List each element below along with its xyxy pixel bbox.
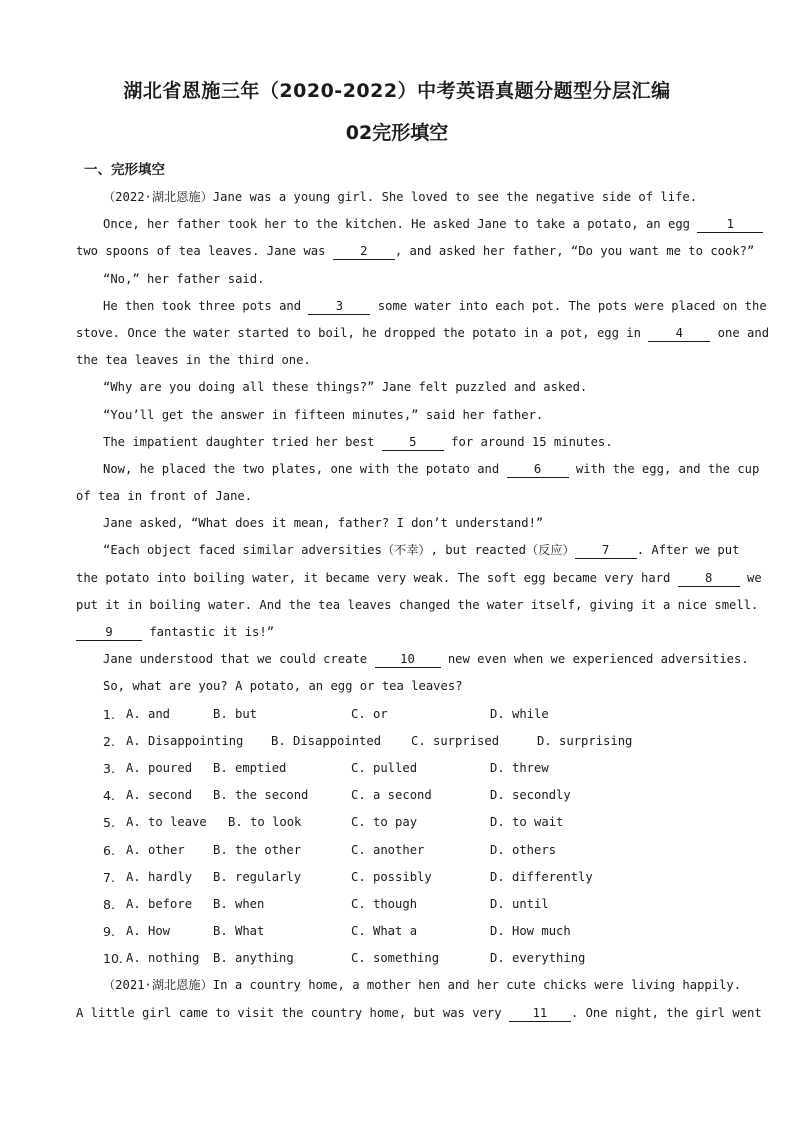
option-a[interactable]: A. poured (126, 760, 193, 775)
option-d[interactable]: D. until (490, 896, 549, 911)
option-d[interactable]: D. threw (490, 760, 549, 775)
blank-1: 1 (697, 216, 763, 233)
question-7: 7. A. hardly B. regularly C. possibly D. differently (76, 864, 720, 891)
document-title: 湖北省恩施三年（2020-2022）中考英语真题分题型分层汇编 (123, 80, 671, 102)
option-c[interactable]: C. surprised (411, 733, 500, 748)
blank-3: 3 (308, 298, 370, 315)
passage-line: the tea leaves in the third one. (76, 353, 311, 368)
blank-7: 7 (575, 542, 637, 559)
question-9: 9. A. How B. What C. What a D. How much (76, 918, 720, 945)
passage-line: put it in boiling water. And the tea leaves changed the water itself, giving it a nice smell. (76, 597, 759, 612)
option-d[interactable]: D. while (490, 706, 549, 721)
question-2: 2. A. Disappointing B. Disappointed C. surprised D. surprising (76, 728, 720, 755)
option-b[interactable]: B. the second (213, 788, 309, 803)
option-c[interactable]: C. another (351, 842, 425, 857)
option-a[interactable]: A. other (126, 842, 185, 857)
option-d[interactable]: D. others (490, 842, 557, 857)
passage-line: stove. Once the water started to boil, he dropped the potato in a pot, egg in 4 one and (76, 325, 770, 340)
passage-line: Now, he placed the two plates, one with the potato and 6 with the egg, and the cup (103, 461, 760, 476)
passage-body (76, 184, 770, 1027)
passage-line: （2022·湖北恩施）Jane was a young girl. She loved to see the negative side of life. (103, 190, 698, 204)
option-b[interactable]: B. anything (213, 951, 294, 966)
question-5: 5. A. to leave B. to look C. to pay D. to wait (76, 809, 720, 836)
option-a[interactable]: A. to leave (126, 815, 207, 830)
option-a[interactable]: A. How (126, 924, 171, 939)
option-d[interactable]: D. surprising (537, 733, 633, 748)
passage-line: 9 fantastic it is!” (76, 619, 720, 646)
option-b[interactable]: B. the other (213, 842, 302, 857)
passage-line: “No,” her father said. (103, 271, 265, 286)
blank-5: 5 (382, 434, 444, 451)
option-b[interactable]: B. when (213, 896, 265, 911)
passage-line: So, what are you? A potato, an egg or tea leaves? (103, 679, 463, 694)
option-c[interactable]: C. something (351, 951, 440, 966)
blank-10: 10 (375, 651, 441, 668)
option-b[interactable]: B. emptied (213, 760, 287, 775)
passage-line: “You’ll get the answer in fifteen minutes,” said her father. (103, 407, 544, 422)
passage-line: The impatient daughter tried her best 5 for around 15 minutes. (103, 434, 613, 449)
passage-line: of tea in front of Jane. (76, 489, 253, 504)
blank-4: 4 (648, 325, 710, 342)
option-d[interactable]: D. everything (490, 951, 586, 966)
section-heading: 一、完形填空 (84, 162, 165, 178)
option-c[interactable]: C. though (351, 896, 418, 911)
option-b[interactable]: B. Disappointed (271, 733, 382, 748)
passage-line: Jane asked, “What does it mean, father? I don’t understand!” (103, 516, 544, 531)
option-d[interactable]: D. to wait (490, 815, 564, 830)
option-c[interactable]: C. a second (351, 788, 432, 803)
passage-line: Jane understood that we could create 10 new even when we experienced adversities. (103, 652, 749, 667)
blank-11: 11 (509, 1005, 571, 1022)
question-6: 6. A. other B. the other C. another D. others (76, 837, 720, 864)
option-c[interactable]: C. possibly (351, 869, 432, 884)
question-1: 1. A. and B. but C. or D. while (76, 701, 720, 728)
option-d[interactable]: D. How much (490, 924, 571, 939)
option-c[interactable]: C. pulled (351, 760, 418, 775)
passage-line: the potato into boiling water, it became very weak. The soft egg became very hard 8 we (76, 570, 762, 585)
option-c[interactable]: C. to pay (351, 815, 418, 830)
option-d[interactable]: D. differently (490, 869, 593, 884)
question-10: 10. A. nothing B. anything C. something D. everything (76, 945, 720, 972)
option-a[interactable]: A. Disappointing (126, 733, 244, 748)
option-c[interactable]: C. What a (351, 924, 418, 939)
passage-line: “Why are you doing all these things?” Jane felt puzzled and asked. (103, 380, 588, 395)
option-a[interactable]: A. second (126, 788, 193, 803)
blank-2: 2 (333, 243, 395, 260)
option-b[interactable]: B. to look (228, 815, 302, 830)
option-a[interactable]: A. hardly (126, 869, 193, 884)
option-a[interactable]: A. and (126, 706, 171, 721)
blank-8: 8 (678, 570, 740, 587)
option-b[interactable]: B. regularly (213, 869, 302, 884)
blank-9: 9 (76, 624, 142, 641)
question-8: 8. A. before B. when C. though D. until (76, 891, 720, 918)
passage-line: He then took three pots and 3 some water into each pot. The pots were placed on the (103, 298, 767, 313)
document-subtitle: 02完形填空 (345, 122, 449, 144)
blank-6: 6 (507, 461, 569, 478)
passage-line: A little girl came to visit the country home, but was very 11 . One night, the girl went (76, 1005, 762, 1020)
option-a[interactable]: A. nothing (126, 951, 200, 966)
passage-line: （2021·湖北恩施）In a country home, a mother hen and her cute chicks were living happily. (103, 978, 742, 993)
option-b[interactable]: B. What (213, 924, 265, 939)
question-3: 3. A. poured B. emptied C. pulled D. threw (76, 755, 720, 782)
passage-line: “Each object faced similar adversities（不幸）, but reacted（反应） 7 . After we put (103, 543, 740, 558)
question-4: 4. A. second B. the second C. a second D. secondly (76, 782, 720, 809)
option-b[interactable]: B. but (213, 706, 258, 721)
passage-line: two spoons of tea leaves. Jane was 2 , and asked her father, “Do you want me to cook?” (76, 244, 755, 259)
passage-line: Once, her father took her to the kitchen. He asked Jane to take a potato, an egg 1 (76, 211, 720, 238)
option-c[interactable]: C. or (351, 706, 388, 721)
option-a[interactable]: A. before (126, 896, 193, 911)
option-d[interactable]: D. secondly (490, 788, 571, 803)
